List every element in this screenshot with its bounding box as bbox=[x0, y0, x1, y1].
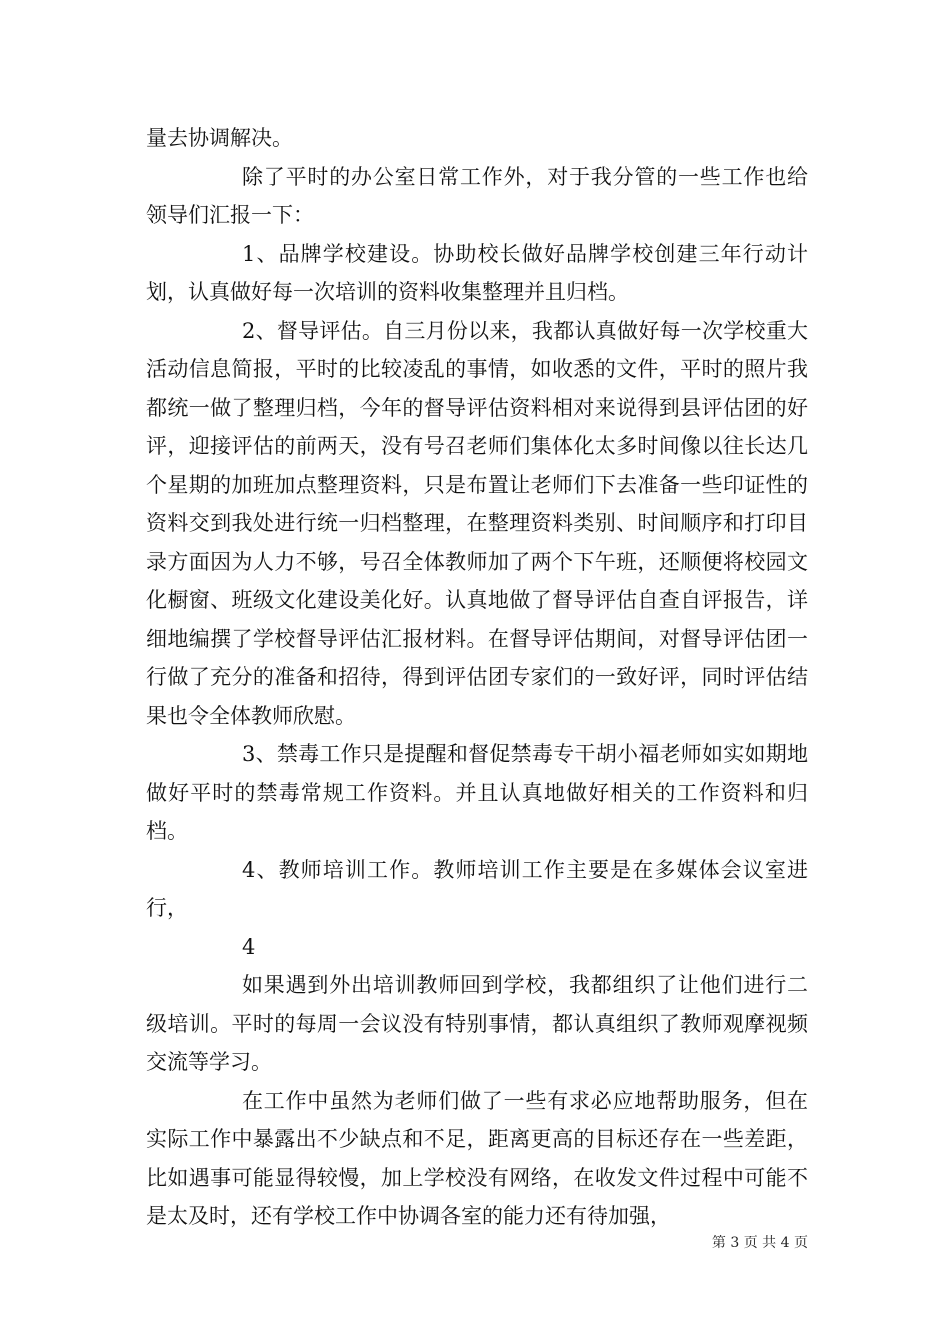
paragraph-item-2: 2、督导评估。自三月份以来，我都认真做好每一次学校重大活动信息简报，平时的比较凌乱的事情，如收悉的文件，平时的照片我都统一做了整理归档，今年的督导评估资料相对来说得到县评估团的好评，迎接评估的前两天，没有号召老师们集体化太多时间像以往长达几个星期的加班加点整理资料，只是布置让老师们下去准备一些印证性的资料交到我处进行统一归档整理，在整理资料类别、时间顺序和打印目录方面因为人力不够，号召全体教师加了两个下午班，还顺便将校园文化橱窗、班级文化建设美化好。认真地做了督导评估自查自评报告，详细地编撰了学校督导评估汇报材料。在督导评估期间，对督导评估团一行做了充分的准备和招待，得到评估团专家们的一致好评，同时评估结果也令全体教师欣慰。 bbox=[146, 318, 808, 728]
paragraph-item-3: 3、禁毒工作只是提醒和督促禁毒专干胡小福老师如实如期地做好平时的禁毒常规工作资料。并且认真地做好相关的工作资料和归档。 bbox=[146, 742, 808, 843]
document-body bbox=[146, 119, 808, 1236]
paragraph-shortcomings: 在工作中虽然为老师们做了一些有求必应地帮助服务，但在实际工作中暴露出不少缺点和不足，距离更高的目标还存在一些差距，比如遇事可能显得较慢，加上学校没有网络，在收发文件过程中可能不是太及时，还有学校工作中协调各室的能力还有待加强， bbox=[146, 1088, 808, 1228]
page-footer: 第 3 页 共 4 页 bbox=[711, 1235, 808, 1251]
inline-page-number: 4 bbox=[242, 934, 256, 959]
paragraph-intro: 除了平时的办公室日常工作外，对于我分管的一些工作也给领导们汇报一下： bbox=[146, 164, 808, 227]
paragraph-item-4: 4、教师培训工作。教师培训工作主要是在多媒体会议室进行， bbox=[146, 857, 808, 920]
paragraph-training: 如果遇到外出培训教师回到学校，我都组织了让他们进行二级培训。平时的每周一会议没有特别事情，都认真组织了教师观摩视频交流等学习。 bbox=[146, 973, 808, 1074]
paragraph-continuation: 量去协调解决。 bbox=[146, 126, 293, 150]
paragraph-item-1: 1、品牌学校建设。协助校长做好品牌学校创建三年行动计划，认真做好每一次培训的资料收集整理并且归档。 bbox=[146, 241, 808, 304]
